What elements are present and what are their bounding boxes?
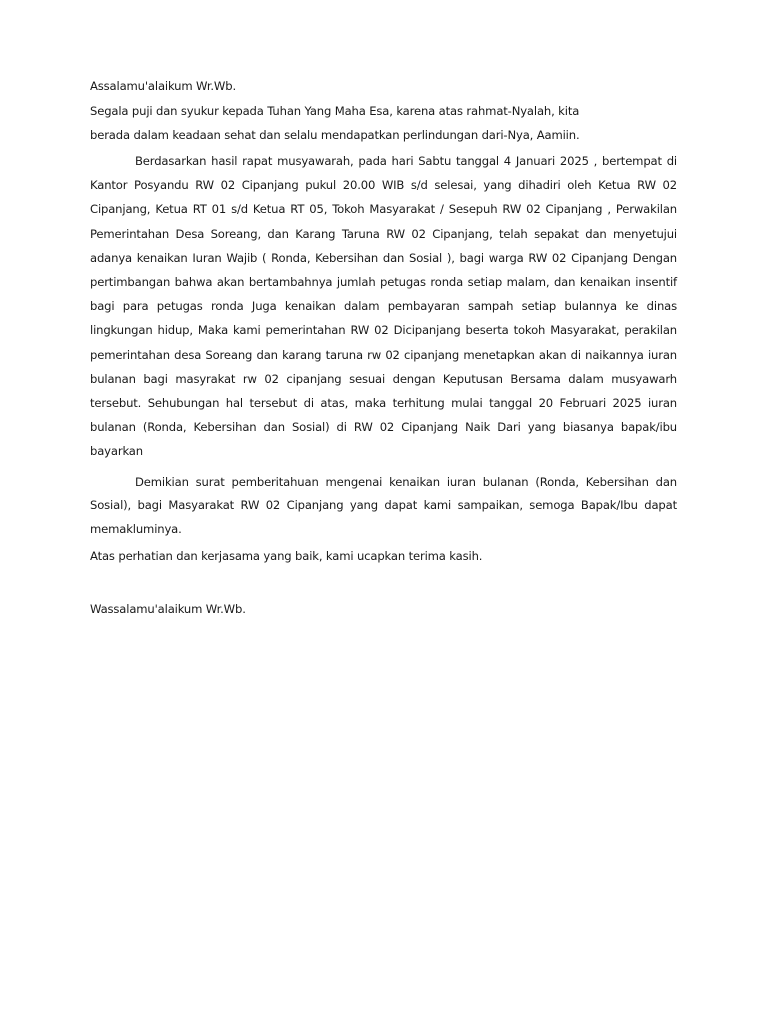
letter-page	[90, 76, 677, 619]
body-paragraph: Berdasarkan hasil rapat musyawarah, pada hari Sabtu tanggal 4 Januari 2025 , bertempat di Kantor Posyandu RW 02 Cipanjang pukul 20.00 WIB s/d selesai, yang dihadiri oleh Ketua RW 02 Cipanjang, Ketua RT 01 s/d Ketua RT 05, Tokoh Masyarakat / Sesepuh RW 02 Cipanjang , Perwakilan Pemerintahan Desa Soreang, dan Karang Taruna RW 02 Cipanjang, telah sepakat dan menyetujui adanya kenaikan Iuran Wajib ( Ronda, Kebersihan dan Sosial ), bagi warga RW 02 Cipanjang Dengan pertimbangan bahwa akan bertambahnya jumlah petugas ronda setiap malam, dan kenaikan insentif bagi para petugas ronda Juga kenaikan dalam pembayaran sampah setiap bulannya ke dinas lingkungan hidup, Maka kami pemerintahan RW 02 Dicipanjang beserta tokoh Masyarakat, perakilan pemerintahan desa Soreang dan karang taruna rw 02 cipanjang menetapkan akan di naikannya iuran bulanan bagi masyrakat rw 02 cipanjang sesuai dengan Keputusan Bersama dalam musyawarh tersebut. Sehubungan hal tersebut di atas, maka terhitung mulai tanggal 20 Februari 2025 iuran bulanan (Ronda, Kebersihan dan Sosial) di RW 02 Cipanjang Naik Dari yang biasanya bapak/ibu bayarkan	[90, 154, 677, 459]
signoff: Wassalamu'alaikum Wr.Wb.	[90, 602, 246, 617]
greeting: Assalamu'alaikum Wr.Wb.	[90, 79, 236, 93]
intro-line-2: berada dalam keadaan sehat dan selalu mendapatkan perlindungan dari-Nya, Aamiin.	[90, 128, 580, 142]
intro-line-1: Segala puji dan syukur kepada Tuhan Yang Maha Esa, karena atas rahmat-Nyalah, kita	[90, 104, 580, 118]
thanks-line: Atas perhatian dan kerjasama yang baik, kami ucapkan terima kasih.	[90, 549, 483, 564]
closing-paragraph: Demikian surat pemberitahuan mengenai kenaikan iuran bulanan (Ronda, Kebersihan dan Sosial), bagi Masyarakat RW 02 Cipanjang yang dapat kami sampaikan, semoga Bapak/Ibu dapat memakluminya.	[90, 474, 677, 536]
